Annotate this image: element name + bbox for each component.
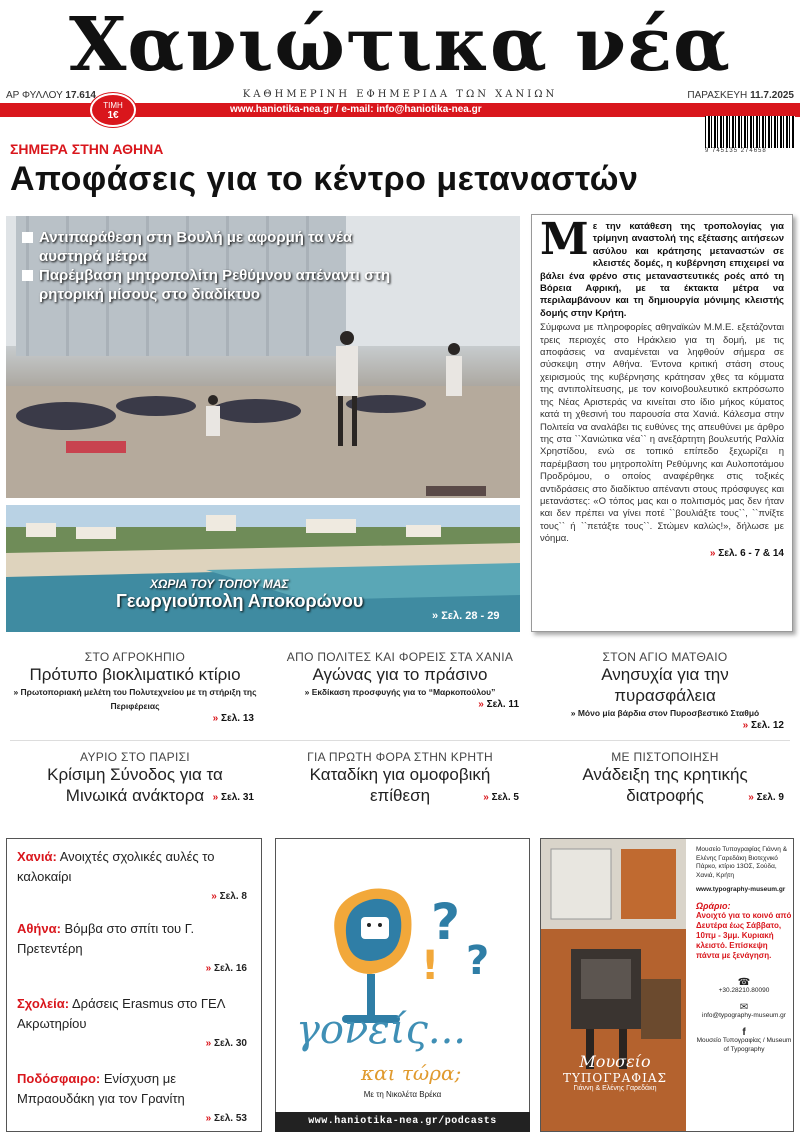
double-chevron-icon: » (212, 713, 219, 724)
story-kicker: ΑΥΡΙΟ ΣΤΟ ΠΑΡΙΣΙ (80, 750, 190, 764)
brief-item[interactable]: Ποδόσφαιρο: Ενίσχυση με Μπραουδάκη για τον Γρανίτη » Σελ. 53 (17, 1071, 247, 1124)
masthead (0, 0, 800, 90)
story-kicker: ΓΙΑ ΠΡΩΤΗ ΦΟΡΑ ΣΤΗΝ ΚΡΗΤΗ (307, 750, 493, 764)
podcast-credit: Με τη Νικολέτα Βρέκα (363, 1090, 442, 1099)
podcast-title: γονείς... (296, 1007, 466, 1053)
divider (10, 740, 790, 741)
dropcap: Μ (540, 214, 589, 265)
story-kicker: ΣΤΟ ΑΓΡΟΚΗΠΙΟ (84, 650, 186, 664)
square-bullet-icon (22, 232, 33, 243)
svg-text:?: ? (466, 938, 490, 984)
double-chevron-icon: » (570, 708, 576, 718)
story-title: Κρίσιμη Σύνοδος για τα Μινωικά ανάκτορα (47, 765, 223, 805)
briefs-box (6, 838, 262, 1132)
phone-icon: ☎ (737, 976, 751, 988)
lead-body: Σύμφωνα με πληροφορίες αθηναϊκών Μ.Μ.Ε. εξετάζονται τρεις περιοχές στο Ηράκλειο για τη δομή, με τις αποφάσεις να αναμένεται να ληφθούν σήμερα σε σύσκεψη στην Αθήνα. Έντονα κριτική στάση στους χειρισμούς της κυβέρνησης κράτησαν χθες τα κόμματα της αντιπολίτευσης, με τον κοινοβουλευτικό εκπρόσωπο της Νέας Αριστεράς να κινείται στο ίδιο μήκος κύματος κατά τη χθεσινή του παρουσία στα Χανιά. Κάλεσμα στην Πολιτεία να αναλάβει τις ευθύνες της απευθύνει με άρθρο της στα ``Χανιώτικα νέα`` η ανεξάρτητη βουλευτής Ραλλία Χρηστίδου, ενώ σε τοπικό επίπεδο ξεχωρίζει η παρέμβαση του μητροπολίτη Ρεθύμνης και Αυλοποτάμου Προδρόμου, ο οποίος αναφέρθηκε στις τοξικές αντιδράσεις στο διαδίκτυο απέναντι στους πρόσφυγες και μετανάστες: «Ο τόπος μας και ο πολιτισμός μας δεν ήταν και δεν πρέπει να γίνει ποτέ ``βουλιάξτε τους``, ``πνίξτε τους`` ή ``πετάξτε τους``. Στώμεν καλώς!», δήλωσε με νόημα. (540, 322, 784, 545)
podcast-subtitle: και τώρα; (361, 1061, 462, 1085)
museum-info (696, 846, 792, 1054)
issue-info: ΑΡ ΦΥΛΛΟΥ 17.614 (6, 90, 96, 101)
svg-text:?: ? (431, 893, 461, 951)
double-chevron-icon: » (742, 720, 749, 731)
story-card[interactable] (275, 750, 525, 803)
issue-date: 11.7.2025 (750, 90, 794, 101)
svg-text:!: ! (421, 943, 440, 989)
story-page-ref: » Σελ. 5 (483, 792, 519, 803)
story-title: Ανησυχία για την πυρασφάλεια (601, 665, 729, 705)
story-card[interactable] (10, 750, 260, 803)
story-deck: » Πρωτοποριακή μελέτη του Πολυτεχνείου με τη στήριξη της Περιφέρειας (13, 687, 257, 711)
story-title: Καταδίκη για ομοφοβική επίθεση (309, 765, 491, 805)
story-card[interactable] (10, 650, 260, 724)
double-chevron-icon: » (304, 687, 310, 697)
secondary-kicker: ΧΩΡΙΑ ΤΟΥ ΤΟΠΟΥ ΜΑΣ (150, 577, 289, 591)
brief-item[interactable]: Σχολεία: Δράσεις Erasmus στο ΓΕΛ Ακρωτηρίου » Σελ. 30 (17, 996, 247, 1049)
website-link[interactable]: www.haniotika-nea.gr / e-mail: info@haniotika-nea.gr (230, 104, 482, 115)
lead-bullets (22, 228, 409, 304)
story-page-ref: » Σελ. 9 (748, 792, 784, 803)
story-card[interactable] (540, 750, 790, 803)
brief-item[interactable]: Χανιά: Ανοιχτές σχολικές αυλές το καλοκαίρι » Σελ. 8 (17, 849, 247, 902)
double-chevron-icon: » (13, 687, 19, 697)
double-chevron-icon: » (205, 1038, 212, 1049)
story-deck: » Μόνο μία βάρδια στον Πυροσβεστικό Σταθμό (570, 708, 760, 718)
museum-phone[interactable]: +30.28210.80090 (718, 987, 770, 994)
story-deck: » Εκδίκαση προσφυγής για το “Μαρκοπούλου” (304, 687, 496, 697)
secondary-page-ref[interactable]: » Σελ. 28 - 29 (432, 610, 500, 622)
story-card[interactable] (540, 650, 790, 731)
double-chevron-icon: » (478, 699, 484, 710)
double-chevron-icon: » (205, 1113, 212, 1124)
museum-address: Μουσείο Τυπογραφίας Γιάννη & Ελένης Γαρεδάκη Βιοτεχνικό Πάρκο, κτίριο 13ΟΣ, Σούδα, Χανιά, Κρήτη (696, 846, 788, 879)
lead-article (531, 214, 793, 632)
museum-website[interactable]: www.typography-museum.gr (696, 886, 786, 893)
double-chevron-icon: » (212, 792, 219, 803)
barcode-icon (705, 116, 795, 148)
museum-facebook[interactable]: Μουσείο Τυπογραφίας / Museum of Typography (696, 1037, 792, 1053)
story-title: Αγώνας για το πράσινο (312, 665, 488, 684)
story-title: Πρότυπο βιοκλιματικό κτίριο (29, 665, 241, 684)
double-chevron-icon: » (205, 963, 212, 974)
secondary-title[interactable]: Γεωργιούπολη Αποκορώνου (116, 591, 364, 611)
story-kicker: ΣΤΟΝ ΑΓΙΟ ΜΑΤΘΑΙΟ (602, 650, 728, 664)
story-kicker: ΜΕ ΠΙΣΤΟΠΟΙΗΣΗ (611, 750, 719, 764)
lead-intro: ε την κατάθεση της τροπολογίας για τρίμηνη αναστολή της εξέτασης αιτήσεων ασύλου και κράτησης μεταναστών σε κλειστές δομές, η κυβέρνηση επιχειρεί να βάλει ένα φρένο στις μεταναστευτικές ροές από τη Βόρεια Αφρική, με τα έκτακτα μέτρα να περιλαμβάνουν και τη δημιουργία μόνιμης κλειστής δομής στην Κρήτη. (540, 221, 784, 319)
mail-icon: ✉ (739, 1001, 749, 1013)
double-chevron-icon: » (211, 891, 217, 902)
newspaper-subtitle: ΚΑΘΗΜΕΡΙΝΗ ΕΦΗΜΕΡΙΔΑ ΤΩΝ ΧΑΝΙΩΝ (242, 89, 558, 100)
story-page-ref: » Σελ. 31 (212, 792, 254, 803)
story-page-ref: » Σελ. 13 (212, 713, 254, 724)
price-badge: ΤΙΜΗ 1€ (90, 93, 136, 127)
double-chevron-icon: » (432, 610, 439, 622)
facebook-icon: f (742, 1026, 746, 1038)
double-chevron-icon: » (748, 792, 754, 803)
museum-logo: Μουσείο ΤΥΠΟΓΡΑΦΙΑΣ Γιάννη & Ελένης Γαρεδάκη (562, 1052, 668, 1092)
story-title: Ανάδειξη της κρητικής διατροφής (582, 765, 748, 805)
podcast-url[interactable]: www.haniotika-nea.gr/podcasts (275, 1112, 530, 1132)
lead-kicker: ΣΗΜΕΡΑ ΣΤΗΝ ΑΘΗΝΑ (10, 141, 164, 157)
story-card[interactable] (275, 650, 525, 710)
lead-page-ref[interactable]: » Σελ. 6 - 7 & 14 (709, 547, 784, 559)
barcode-number: 9 745135 274658 (705, 148, 767, 154)
podcast-ad[interactable] (275, 838, 530, 1132)
date-info: ΠΑΡΑΣΚΕΥΗ 11.7.2025 (687, 90, 794, 101)
museum-email[interactable]: info@typography-museum.gr (702, 1012, 786, 1019)
story-page-ref: » Σελ. 11 (478, 699, 519, 710)
issue-number: 17.614 (65, 90, 96, 101)
story-page-ref: » Σελ. 12 (742, 720, 784, 731)
lead-bullet: Παρέμβαση μητροπολίτη Ρεθύμνου απέναντι στη ρητορική μίσους στο διαδίκτυο (22, 266, 409, 304)
museum-hours: Ωράριο: Ανοιχτό για το κοινό από Δευτέρα έως Σάββατο, 10πμ - 3μμ. Κυριακή κλειστό. Επίσκεψη πάντα με ξενάγηση. (696, 900, 792, 960)
newspaper-title: Χανιώτικα νέα (68, 2, 732, 88)
lead-headline[interactable]: Αποφάσεις για το κέντρο μεταναστών (10, 160, 639, 198)
double-chevron-icon: » (483, 792, 489, 803)
double-chevron-icon: » (709, 547, 716, 559)
brief-item[interactable]: Αθήνα: Βόμβα στο σπίτι του Γ. Πρετεντέρη » Σελ. 16 (17, 921, 247, 974)
square-bullet-icon (22, 270, 33, 281)
lead-bullet: Αντιπαράθεση στη Βουλή με αφορμή τα νέα αυστηρά μέτρα (22, 228, 409, 266)
story-kicker: ΑΠΟ ΠΟΛΙΤΕΣ ΚΑΙ ΦΟΡΕΙΣ ΣΤΑ ΧΑΝΙΑ (286, 650, 514, 664)
